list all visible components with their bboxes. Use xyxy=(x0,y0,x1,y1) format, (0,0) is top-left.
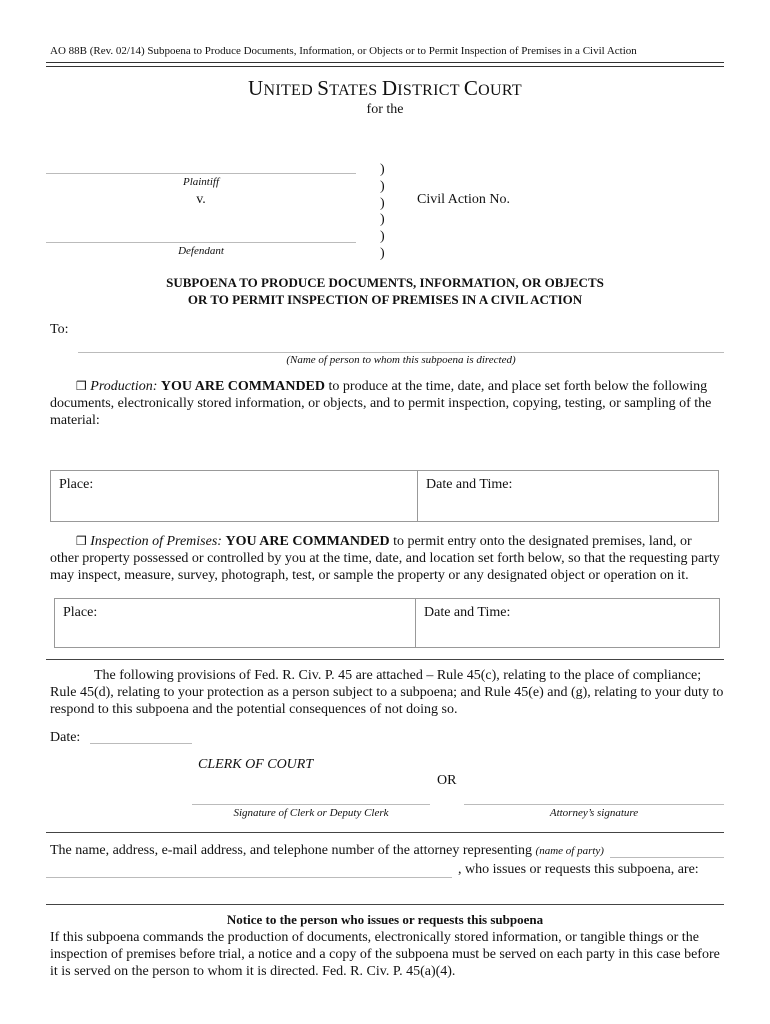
party-name-line[interactable] xyxy=(610,857,724,858)
court-title-part: NITED xyxy=(263,82,318,99)
civil-action-label: Civil Action No. xyxy=(417,192,510,207)
notice-paragraph: If this subpoena commands the production of documents, electronically stored information, or tangible things or the inspection of premises before trial, a notice and a copy of the subpoena must be served on each party in this case before it is served on the person to whom it is directed. Fed. R. Civ. P. 45(a)(4). xyxy=(50,930,720,979)
production-checkbox[interactable]: ❒ xyxy=(76,379,87,393)
court-title-part: D xyxy=(381,76,398,100)
court-title-part: TATES xyxy=(329,82,382,99)
production-paragraph: ❒ Production: YOU ARE COMMANDED to produce at the time, date, and place set forth below the following documents, electronically stored information, or objects, and to permit inspection, copying, testing, or sampling of the material: xyxy=(50,379,712,428)
inspection-label: Inspection of Premises: xyxy=(90,534,222,549)
court-title-part: S xyxy=(317,76,330,100)
inspection-paragraph: ❒ Inspection of Premises: YOU ARE COMMANDED to permit entry onto the designated premises, land, or other property possessed or controlled by you at the time, date, and location set forth below, so that the requesting party may inspect, measure, survey, photograph, test, or sample the property or any designated object or operation on it. xyxy=(50,534,720,583)
for-the-text: for the xyxy=(366,102,404,117)
or-label: OR xyxy=(437,773,457,788)
recipient-caption: (Name of person to whom this subpoena is directed) xyxy=(286,354,516,366)
inspection-place-cell[interactable] xyxy=(55,599,416,647)
caption-parens: ) ) ) ) ) ) xyxy=(380,162,385,261)
court-title-part: ISTRICT xyxy=(397,82,464,99)
versus-text: v. xyxy=(196,192,206,207)
production-place-cell[interactable] xyxy=(51,471,418,521)
provisions-paragraph: The following provisions of Fed. R. Civ. P. 45 are attached – Rule 45(c), relating to the place of compliance; Rule 45(d), relating to your protection as a person subject to a subpoena; and Rule 45(e) and (g), relating to your duty to respond to this subpoena and the potential consequences of not doing so. xyxy=(50,668,724,717)
defendant-line[interactable] xyxy=(46,242,356,243)
clerk-signature-line[interactable] xyxy=(192,804,430,805)
court-title-part: OURT xyxy=(478,82,522,99)
section-divider-1 xyxy=(46,659,724,660)
attorney-signature-label: Attorney’s signature xyxy=(549,807,639,819)
attorney-signature-line[interactable] xyxy=(464,804,724,805)
attorney-info-line2: , who issues or requests this subpoena, are: xyxy=(458,862,699,877)
to-label: To: xyxy=(50,322,69,337)
clerk-signature-label: Signature of Clerk or Deputy Clerk xyxy=(233,807,389,819)
production-place-label: Place: xyxy=(59,477,94,492)
court-title xyxy=(0,76,770,101)
subpoena-title: SUBPOENA TO PRODUCE DOCUMENTS, INFORMATION, OR OBJECTS OR TO PERMIT INSPECTION OF PREMISES IN A CIVIL ACTION xyxy=(166,275,604,307)
production-date-cell[interactable] xyxy=(418,471,718,521)
production-date-label: Date and Time: xyxy=(426,477,513,492)
date-line[interactable] xyxy=(90,743,192,744)
plaintiff-line[interactable] xyxy=(46,173,356,174)
court-title-part: C xyxy=(463,76,479,100)
form-identifier: AO 88B (Rev. 02/14) Subpoena to Produce Documents, Information, or Objects or to Permit Inspection of Premises in a Civil Action xyxy=(50,45,637,57)
section-divider-3 xyxy=(46,904,724,905)
defendant-label: Defendant xyxy=(178,245,224,257)
inspection-date-cell[interactable] xyxy=(416,599,719,647)
attorney-details-line[interactable] xyxy=(46,877,452,878)
plaintiff-label: Plaintiff xyxy=(182,176,220,188)
header-rule-top xyxy=(46,62,724,63)
production-label: Production: xyxy=(90,379,158,394)
inspection-checkbox[interactable]: ❒ xyxy=(76,534,87,548)
court-title-part: U xyxy=(248,76,264,100)
header-rule-bottom xyxy=(46,66,724,67)
section-divider-2 xyxy=(46,832,724,833)
notice-title: Notice to the person who issues or requests this subpoena xyxy=(226,912,544,927)
attorney-info-line1: The name, address, e-mail address, and telephone number of the attorney representing (name of party) xyxy=(50,843,604,858)
date-label: Date: xyxy=(50,730,81,745)
recipient-name-line[interactable] xyxy=(78,352,724,353)
inspection-place-table xyxy=(54,598,720,648)
inspection-date-label: Date and Time: xyxy=(424,605,511,620)
inspection-place-label: Place: xyxy=(63,605,98,620)
production-place-table xyxy=(50,470,719,522)
clerk-of-court-label: CLERK OF COURT xyxy=(198,757,314,772)
